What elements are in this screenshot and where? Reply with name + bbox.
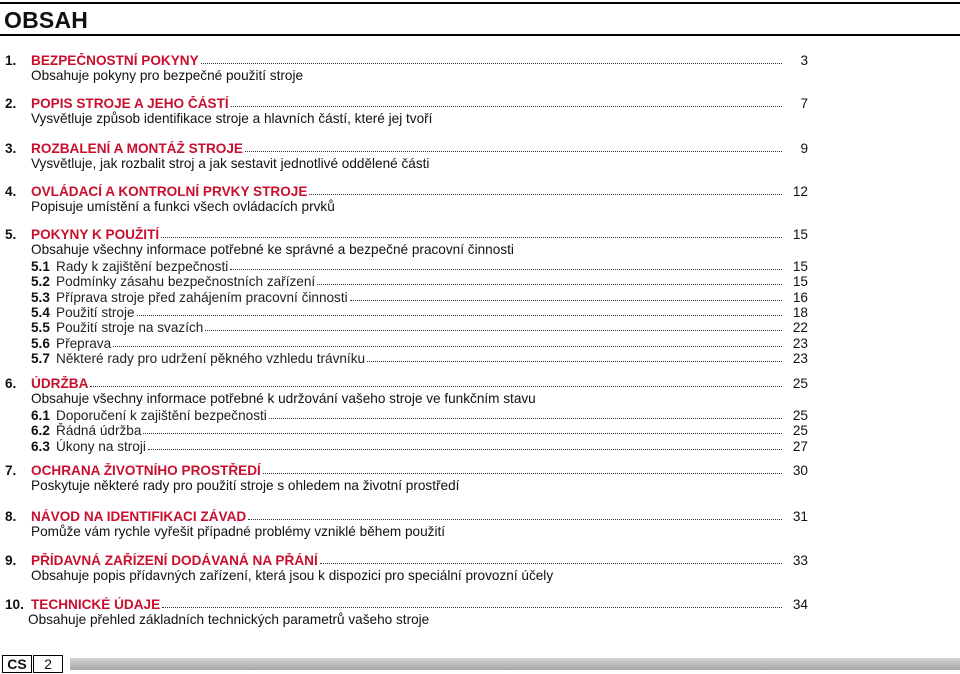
section-leader [31,553,782,569]
dot-leader [148,439,782,450]
toc-section-line [0,184,960,200]
section-description: Obsahuje všechny informace potřebné k udržování vašeho stroje ve funkčním stavu [31,391,536,406]
subsection-leader [56,290,782,306]
toc-subsection-line [0,290,960,306]
dot-leader [245,141,782,152]
dot-leader [143,423,782,434]
subsection-leader [56,259,782,275]
subsection-number: 5.4 [31,304,50,320]
toc-subsection-line [0,274,960,290]
section-number: 1. [5,53,17,68]
toc-section-line [0,509,960,525]
dot-leader [350,290,782,301]
subsection-leader [56,336,782,352]
toc-subsection-line [0,259,960,275]
subsection-leader [56,439,782,455]
subsection-number: 6.2 [31,423,50,439]
toc-description-line [0,111,960,127]
section-description: Obsahuje popis přídavných zařízení, která jsou k dispozici pro speciální provozní účely [31,568,554,583]
subsection-number: 5.1 [31,259,50,274]
subsection-label: Doporučení k zajištění bezpečnosti [56,408,267,423]
dot-leader [162,597,782,608]
section-leader [31,509,782,525]
section-page: 34 [792,597,808,612]
section-page: 33 [792,553,808,568]
section-number: 5. [5,227,17,242]
subsection-label: Řádná údržba [56,423,142,439]
subsection-page: 25 [792,423,808,439]
page-number: 2 [33,655,63,673]
dot-leader [231,96,782,107]
subsection-page: 23 [792,350,808,366]
dot-leader [309,184,782,195]
footer-gradient-bar [70,658,960,670]
subsection-leader [56,408,782,424]
toc-subsection-line [0,423,960,439]
dot-leader [317,274,782,285]
subsection-leader [56,274,782,290]
toc-section-line [0,597,960,613]
section-description: Obsahuje pokyny pro bezpečné použití stroje [31,68,304,83]
toc-section-line [0,96,960,112]
toc-description-line [0,612,960,628]
subsection-leader [56,305,782,321]
subsection-page: 22 [792,320,808,336]
toc-subsection-line [0,320,960,336]
dot-leader [367,351,782,362]
page-footer [0,654,960,674]
dot-leader [205,320,782,331]
subsection-leader [56,423,782,439]
subsection-number: 5.7 [31,350,50,366]
subsection-page: 25 [792,408,808,423]
section-heading: OCHRANA ŽIVOTNÍHO PROSTŘEDÍ [31,463,261,478]
section-heading: PŘÍDAVNÁ ZAŘÍZENÍ DODÁVANÁ NA PŘÁNÍ [31,553,318,568]
section-description: Obsahuje přehled základních technických parametrů vašeho stroje [28,612,430,627]
section-heading: OVLÁDACÍ A KONTROLNÍ PRVKY STROJE [31,184,308,199]
dot-leader [320,553,782,564]
section-page: 12 [792,184,808,199]
toc-section-line [0,376,960,392]
section-leader [31,96,782,112]
subsection-number: 5.3 [31,289,50,305]
subsection-leader [56,320,782,336]
section-number: 8. [5,509,17,524]
section-heading: POKYNY K POUŽITÍ [31,227,160,242]
section-number: 9. [5,553,17,568]
dot-leader [269,408,782,419]
toc-section-line [0,553,960,569]
section-heading: ÚDRŽBA [31,376,89,391]
section-description: Poskytuje některé rady pro použití stroje s ohledem na životní prostředí [31,478,460,493]
subsection-page: 18 [792,304,808,320]
section-leader [31,141,782,157]
subsection-label: Úkony na stroji [56,438,146,454]
toc-subsection-line [0,408,960,424]
section-page: 30 [792,463,808,478]
subsection-label: Rady k zajištění bezpečnosti [56,259,229,274]
dot-leader [230,259,782,270]
section-description: Vysvětluje, jak rozbalit stroj a jak sestavit jednotlivé oddělené části [31,156,430,171]
subsection-page: 23 [792,335,808,351]
section-number: 6. [5,376,17,391]
dot-leader [248,509,782,520]
language-code: CS [2,655,32,673]
toc-section-line [0,227,960,243]
subsection-number: 6.3 [31,438,50,454]
toc-section-line [0,141,960,157]
section-page: 9 [800,141,808,156]
subsection-page: 15 [792,259,808,274]
section-leader [31,227,782,243]
section-number: 3. [5,141,17,156]
section-page: 7 [800,96,808,111]
section-number: 7. [5,463,17,478]
section-heading: TECHNICKÉ ÚDAJE [31,597,161,612]
dot-leader [113,336,782,347]
subsection-label: Podmínky zásahu bezpečnostních zařízení [56,274,316,290]
toc-subsection-line [0,439,960,455]
dot-leader [90,376,782,387]
subsection-page: 27 [792,438,808,454]
toc-subsection-line [0,305,960,321]
section-description: Popisuje umístění a funkci všech ovládacích prvků [31,199,335,214]
section-leader [31,184,782,200]
subsection-label: Použití stroje na svazích [56,320,204,336]
toc-description-line [0,478,960,494]
section-heading: NÁVOD NA IDENTIFIKACI ZÁVAD [31,509,247,524]
subsection-number: 5.5 [31,320,50,336]
section-number: 10. [5,597,24,612]
title-bar [0,2,960,36]
subsection-label: Příprava stroje před zahájením pracovní činnosti [56,289,348,305]
page-title: OBSAH [4,7,89,33]
section-number: 2. [5,96,17,111]
dot-leader [263,463,782,474]
section-description: Vysvětluje způsob identifikace stroje a hlavních částí, které jej tvoří [31,111,433,126]
toc-description-line [0,242,960,258]
section-page: 3 [800,53,808,68]
subsection-label: Použití stroje [56,304,135,320]
section-leader [31,597,782,613]
toc-description-line [0,568,960,584]
section-leader [31,376,782,392]
section-heading: ROZBALENÍ A MONTÁŽ STROJE [31,141,243,156]
subsection-page: 16 [792,289,808,305]
section-number: 4. [5,184,17,199]
toc-description-line [0,199,960,215]
toc-description-line [0,524,960,540]
subsection-number: 6.1 [31,408,50,423]
toc-section-line [0,463,960,479]
subsection-number: 5.2 [31,274,50,290]
dot-leader [201,53,782,64]
section-description: Pomůže vám rychle vyřešit případné problémy vzniklé během použití [31,524,446,539]
section-page: 25 [792,376,808,391]
toc-section-line [0,53,960,69]
subsection-page: 15 [792,274,808,290]
section-page: 15 [792,227,808,242]
dot-leader [137,305,782,316]
section-description: Obsahuje všechny informace potřebné ke správné a bezpečné pracovní činnosti [31,242,514,257]
dot-leader [161,227,782,238]
section-leader [31,53,782,69]
subsection-leader [56,351,782,367]
toc-subsection-line [0,351,960,367]
section-heading: POPIS STROJE A JEHO ČÁSTÍ [31,96,229,111]
toc-description-line [0,68,960,84]
toc-description-line [0,156,960,172]
toc-subsection-line [0,336,960,352]
subsection-number: 5.6 [31,335,50,351]
subsection-label: Některé rady pro udržení pěkného vzhledu trávníku [56,350,366,366]
section-leader [31,463,782,479]
section-page: 31 [792,509,808,524]
toc-description-line [0,391,960,407]
section-heading: BEZPEČNOSTNÍ POKYNY [31,53,199,68]
subsection-label: Přeprava [56,335,112,351]
